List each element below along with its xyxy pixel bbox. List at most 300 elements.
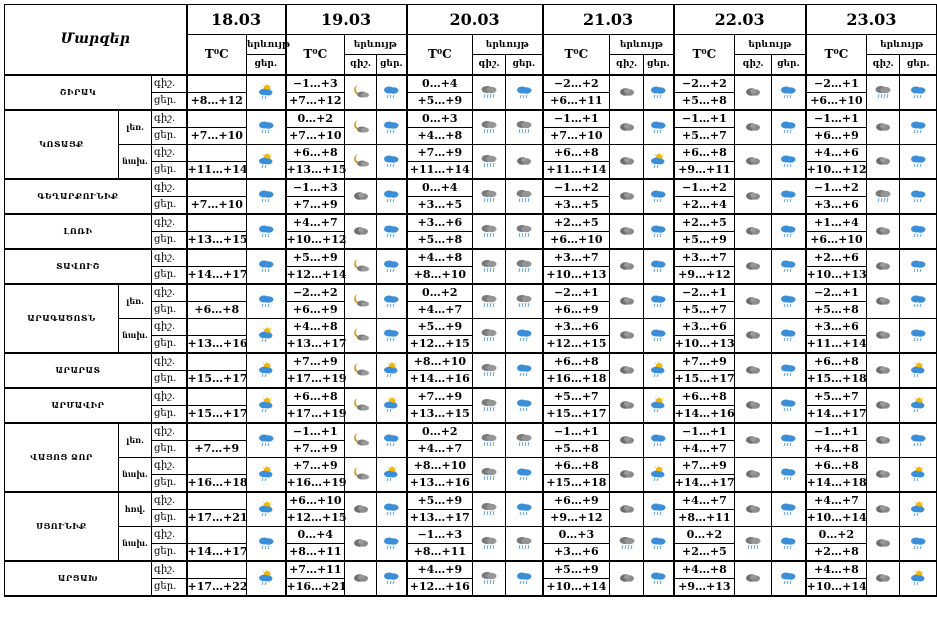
date-header: 18.03	[187, 5, 286, 35]
night-weather-icon-cell	[610, 179, 644, 214]
day-weather-icon-cell	[506, 214, 543, 249]
day-weather-icon-cell	[772, 526, 806, 561]
region-row	[5, 144, 937, 161]
night-temperature: +6…+8	[286, 144, 345, 161]
night-temperature: +6…+8	[286, 388, 345, 406]
night-weather-icon-cell	[867, 75, 900, 110]
night-temperature: +4…+6	[806, 144, 867, 161]
terrain-type: լեռ.	[119, 284, 152, 319]
night-weather-icon-cell	[735, 284, 772, 319]
day-label: ցեր.	[152, 161, 187, 179]
day-label: ցեր.	[152, 578, 187, 596]
night-weather-icon-cell	[735, 423, 772, 458]
weather-icon-cell	[247, 526, 286, 561]
night-weather-icon-cell	[867, 110, 900, 145]
temperature-cell: +16…+18	[187, 474, 247, 492]
temperature-cell: +17…+21	[187, 509, 247, 526]
night-temperature: +7…+9	[674, 353, 735, 371]
day-subheader: ցեր.	[772, 55, 806, 75]
forecast-table-wrapper	[4, 4, 937, 597]
terrain-type: հռվ.	[119, 492, 152, 527]
day-weather-icon-cell	[377, 214, 407, 249]
temperature-cell	[187, 353, 247, 371]
day-temperature: +14…+16	[674, 405, 735, 423]
night-temperature: +4…+9	[407, 561, 473, 579]
night-weather-icon-cell	[345, 526, 377, 561]
night-temperature: +2…+5	[674, 214, 735, 232]
day-temperature: +6…+10	[806, 92, 867, 110]
night-temperature: +4…+8	[806, 561, 867, 579]
day-temperature: +11…+14	[806, 335, 867, 353]
night-weather-icon-cell	[867, 144, 900, 179]
day-label: ցեր.	[152, 196, 187, 214]
night-weather-icon-cell	[735, 526, 772, 561]
night-temperature: 0…+2	[806, 526, 867, 543]
night-weather-icon-cell	[867, 353, 900, 388]
day-temperature: +10…+13	[806, 266, 867, 284]
day-temperature: +14…+18	[806, 474, 867, 492]
day-temperature: +7…+10	[286, 127, 345, 144]
day-weather-icon-cell	[644, 492, 674, 527]
weather-icon-cell	[247, 353, 286, 388]
temperature-cell: +13…+15	[187, 231, 247, 249]
day-weather-icon-cell	[900, 353, 937, 388]
region-row	[5, 110, 937, 128]
region-row	[5, 353, 937, 371]
night-weather-icon-cell	[610, 353, 644, 388]
day-weather-icon-cell	[772, 561, 806, 596]
day-weather-icon-cell	[900, 284, 937, 319]
night-temperature: +5…+7	[543, 388, 610, 406]
region-row	[5, 388, 937, 406]
day-temperature: +5…+8	[806, 301, 867, 318]
night-weather-icon-cell	[473, 492, 506, 527]
temperature-cell: +14…+17	[187, 543, 247, 561]
day-label: ցեր.	[152, 92, 187, 110]
night-temperature: +3…+7	[674, 249, 735, 267]
day-weather-icon-cell	[644, 284, 674, 319]
day-weather-icon-cell	[644, 249, 674, 284]
region-name: ԱՐԱՐԱՏ	[5, 353, 152, 388]
night-weather-icon-cell	[345, 353, 377, 388]
night-temperature: 0…+4	[407, 179, 473, 197]
night-label: գիշ.	[152, 423, 187, 441]
night-subheader: գիշ.	[345, 55, 377, 75]
night-weather-icon-cell	[345, 144, 377, 179]
region-row	[5, 284, 937, 302]
night-temperature: +7…+11	[286, 561, 345, 579]
day-temperature: +14…+17	[674, 474, 735, 492]
day-weather-icon-cell	[644, 110, 674, 145]
night-temperature: +5…+9	[286, 249, 345, 267]
terrain-type: նախ.	[119, 457, 152, 492]
night-weather-icon-cell	[735, 353, 772, 388]
night-temperature: +8…+10	[407, 353, 473, 371]
night-temperature: +4…+7	[806, 492, 867, 510]
day-temperature: +11…+14	[407, 161, 473, 179]
day-temperature: +12…+14	[286, 266, 345, 284]
day-temperature: +10…+12	[286, 231, 345, 249]
night-temperature: 0…+4	[407, 75, 473, 93]
night-weather-icon-cell	[473, 110, 506, 145]
day-weather-icon-cell	[506, 353, 543, 388]
day-temperature: +15…+18	[806, 370, 867, 388]
weather-icon-cell	[247, 75, 286, 110]
night-temperature: +7…+9	[286, 457, 345, 474]
day-temperature: +8…+11	[286, 543, 345, 561]
terrain-type: լեռ.	[119, 423, 152, 458]
night-weather-icon-cell	[473, 75, 506, 110]
night-label: գիշ.	[152, 318, 187, 335]
day-weather-icon-cell	[900, 457, 937, 492]
day-temperature: +13…+15	[407, 405, 473, 423]
night-temperature: −1…+2	[543, 179, 610, 197]
night-weather-icon-cell	[345, 388, 377, 423]
night-temperature: −2…+1	[674, 284, 735, 302]
weather-icon-cell	[247, 561, 286, 596]
day-temperature: +11…+14	[543, 161, 610, 179]
day-weather-icon-cell	[377, 492, 407, 527]
day-temperature: +7…+12	[286, 92, 345, 110]
night-temperature: 0…+2	[674, 526, 735, 543]
day-weather-icon-cell	[506, 318, 543, 353]
day-label: ցեր.	[152, 127, 187, 144]
terrain-type: լեռ.	[119, 110, 152, 145]
weather-icon-cell	[247, 179, 286, 214]
region-row	[5, 492, 937, 510]
day-weather-icon-cell	[644, 318, 674, 353]
night-temperature: −2…+2	[674, 75, 735, 93]
temperature-cell: +8…+12	[187, 92, 247, 110]
night-temperature: +3…+7	[543, 249, 610, 267]
temperature-cell	[187, 423, 247, 441]
night-weather-icon-cell	[610, 561, 644, 596]
temperature-cell: +13…+16	[187, 335, 247, 353]
temp-column-header: T⁰C	[806, 35, 867, 75]
day-label: ցեր.	[152, 266, 187, 284]
night-weather-icon-cell	[867, 561, 900, 596]
region-row	[5, 75, 937, 93]
day-temperature: +4…+7	[674, 440, 735, 457]
day-weather-icon-cell	[900, 144, 937, 179]
day-temperature: +6…+9	[806, 127, 867, 144]
night-weather-icon-cell	[735, 110, 772, 145]
day-temperature: +16…+19	[286, 474, 345, 492]
day-temperature: +6…+9	[286, 301, 345, 318]
day-weather-icon-cell	[772, 423, 806, 458]
night-temperature: +3…+6	[674, 318, 735, 335]
day-temperature: +4…+7	[407, 440, 473, 457]
day-subheader: ցեր.	[377, 55, 407, 75]
temperature-cell	[187, 144, 247, 161]
night-temperature: −1…+3	[286, 179, 345, 197]
night-temperature: +2…+5	[543, 214, 610, 232]
regions-header: Մարզեր	[5, 5, 187, 75]
night-weather-icon-cell	[735, 318, 772, 353]
weather-icon-cell	[247, 284, 286, 319]
temperature-cell	[187, 388, 247, 406]
day-label: ցեր.	[152, 335, 187, 353]
night-temperature: +4…+7	[674, 492, 735, 510]
day-weather-icon-cell	[900, 492, 937, 527]
temperature-cell: +7…+10	[187, 127, 247, 144]
night-temperature: +4…+8	[286, 318, 345, 335]
night-temperature: +3…+6	[543, 318, 610, 335]
phenomenon-column-header: երևույթ	[610, 35, 674, 55]
day-temperature: +16…+18	[543, 370, 610, 388]
day-temperature: +7…+9	[286, 440, 345, 457]
day-temperature: +12…+15	[286, 509, 345, 526]
night-weather-icon-cell	[867, 318, 900, 353]
night-weather-icon-cell	[610, 284, 644, 319]
night-weather-icon-cell	[867, 284, 900, 319]
temperature-cell	[187, 561, 247, 579]
phenomenon-column-header: երևույթ	[247, 35, 286, 55]
night-temperature: −2…+2	[543, 75, 610, 93]
day-temperature: +13…+16	[407, 474, 473, 492]
night-temperature: +6…+8	[806, 457, 867, 474]
day-weather-icon-cell	[506, 110, 543, 145]
day-subheader: ցեր.	[506, 55, 543, 75]
night-temperature: +6…+9	[543, 492, 610, 510]
night-temperature: +3…+6	[407, 214, 473, 232]
day-weather-icon-cell	[506, 75, 543, 110]
night-temperature: 0…+3	[407, 110, 473, 128]
day-weather-icon-cell	[900, 423, 937, 458]
phenomenon-column-header: երևույթ	[735, 35, 806, 55]
night-weather-icon-cell	[345, 249, 377, 284]
temp-column-header: T⁰C	[407, 35, 473, 75]
day-temperature: +16…+21	[286, 578, 345, 596]
region-name: ԳԵՂԱՐՔՈՒՆԻՔ	[5, 179, 152, 214]
day-weather-icon-cell	[377, 249, 407, 284]
night-temperature: +6…+8	[806, 353, 867, 371]
day-temperature: +3…+6	[806, 196, 867, 214]
day-weather-icon-cell	[506, 144, 543, 179]
night-weather-icon-cell	[610, 249, 644, 284]
region-row	[5, 318, 937, 335]
night-weather-icon-cell	[345, 179, 377, 214]
night-weather-icon-cell	[867, 423, 900, 458]
night-temperature: +6…+8	[674, 388, 735, 406]
day-temperature: +5…+8	[674, 92, 735, 110]
night-weather-icon-cell	[345, 561, 377, 596]
temperature-cell: +15…+17	[187, 370, 247, 388]
temperature-cell	[187, 179, 247, 197]
night-temperature: −1…+2	[806, 179, 867, 197]
night-weather-icon-cell	[610, 75, 644, 110]
day-temperature: +13…+17	[286, 335, 345, 353]
day-weather-icon-cell	[772, 75, 806, 110]
day-weather-icon-cell	[506, 179, 543, 214]
night-weather-icon-cell	[610, 457, 644, 492]
night-weather-icon-cell	[345, 492, 377, 527]
region-row	[5, 179, 937, 197]
day-temperature: +12…+15	[407, 335, 473, 353]
day-temperature: +5…+9	[674, 231, 735, 249]
night-weather-icon-cell	[610, 144, 644, 179]
region-name: ԱՐԱԳԱԾՈՏՆ	[5, 284, 119, 353]
day-weather-icon-cell	[772, 457, 806, 492]
day-weather-icon-cell	[506, 284, 543, 319]
day-weather-icon-cell	[772, 214, 806, 249]
night-temperature: −2…+2	[286, 284, 345, 302]
night-temperature: −2…+1	[806, 75, 867, 93]
night-label: գիշ.	[152, 388, 187, 406]
day-temperature: +6…+9	[543, 301, 610, 318]
day-weather-icon-cell	[506, 388, 543, 423]
night-temperature: +4…+8	[407, 249, 473, 267]
night-weather-icon-cell	[345, 318, 377, 353]
temperature-cell: +11…+14	[187, 161, 247, 179]
date-header: 20.03	[407, 5, 543, 35]
night-label: գիշ.	[152, 492, 187, 510]
night-temperature: +7…+9	[407, 144, 473, 161]
night-weather-icon-cell	[735, 179, 772, 214]
night-temperature: −2…+1	[806, 284, 867, 302]
weather-icon-cell	[247, 144, 286, 179]
weather-icon-cell	[247, 457, 286, 492]
temp-column-header: T⁰C	[286, 35, 345, 75]
region-name: ԱՐՄԱՎԻՐ	[5, 388, 152, 423]
night-weather-icon-cell	[610, 318, 644, 353]
night-temperature: 0…+2	[407, 284, 473, 302]
night-temperature: +5…+9	[407, 492, 473, 510]
day-temperature: +3…+6	[543, 543, 610, 561]
night-weather-icon-cell	[867, 388, 900, 423]
night-temperature: −1…+1	[286, 423, 345, 441]
night-label: գիշ.	[152, 214, 187, 232]
day-temperature: +8…+10	[407, 266, 473, 284]
day-weather-icon-cell	[900, 388, 937, 423]
day-temperature: +9…+12	[674, 266, 735, 284]
day-label: ցեր.	[152, 440, 187, 457]
night-temperature: 0…+3	[543, 526, 610, 543]
temperature-cell	[187, 110, 247, 128]
day-label: ցեր.	[152, 474, 187, 492]
day-weather-icon-cell	[644, 388, 674, 423]
day-weather-icon-cell	[506, 249, 543, 284]
day-temperature: +4…+7	[407, 301, 473, 318]
day-weather-icon-cell	[900, 249, 937, 284]
night-temperature: −1…+1	[674, 423, 735, 441]
day-temperature: +6…+10	[543, 231, 610, 249]
temperature-cell: +15…+17	[187, 405, 247, 423]
phenomenon-column-header: երևույթ	[473, 35, 543, 55]
weather-forecast-table	[4, 4, 937, 597]
weather-icon-cell	[247, 492, 286, 527]
night-temperature: +8…+10	[407, 457, 473, 474]
day-weather-icon-cell	[772, 284, 806, 319]
night-weather-icon-cell	[735, 214, 772, 249]
day-weather-icon-cell	[506, 561, 543, 596]
day-temperature: +13…+17	[407, 509, 473, 526]
night-weather-icon-cell	[473, 457, 506, 492]
day-temperature: +10…+14	[806, 509, 867, 526]
day-weather-icon-cell	[644, 561, 674, 596]
day-weather-icon-cell	[644, 423, 674, 458]
night-temperature: −1…+1	[806, 423, 867, 441]
night-weather-icon-cell	[473, 423, 506, 458]
day-temperature: +10…+14	[543, 578, 610, 596]
weather-icon-cell	[247, 214, 286, 249]
day-weather-icon-cell	[377, 179, 407, 214]
region-row	[5, 249, 937, 267]
night-weather-icon-cell	[473, 388, 506, 423]
night-weather-icon-cell	[473, 353, 506, 388]
night-weather-icon-cell	[735, 388, 772, 423]
weather-icon-cell	[247, 318, 286, 353]
night-subheader: գիշ.	[473, 55, 506, 75]
weather-icon-cell	[247, 423, 286, 458]
day-temperature: +2…+5	[674, 543, 735, 561]
phenomenon-column-header: երևույթ	[867, 35, 937, 55]
temperature-cell: +17…+22	[187, 578, 247, 596]
region-row	[5, 214, 937, 232]
day-temperature: +12…+16	[407, 578, 473, 596]
temperature-cell	[187, 249, 247, 267]
region-row	[5, 457, 937, 474]
day-weather-icon-cell	[377, 457, 407, 492]
day-weather-icon-cell	[900, 561, 937, 596]
day-weather-icon-cell	[772, 492, 806, 527]
day-temperature: +12…+15	[543, 335, 610, 353]
night-temperature: +6…+10	[286, 492, 345, 510]
day-weather-icon-cell	[644, 75, 674, 110]
day-weather-icon-cell	[377, 110, 407, 145]
day-weather-icon-cell	[644, 457, 674, 492]
day-temperature: +6…+10	[806, 231, 867, 249]
day-temperature: +10…+14	[806, 578, 867, 596]
night-label: գիշ.	[152, 179, 187, 197]
day-temperature: +8…+11	[674, 509, 735, 526]
day-temperature: +9…+11	[674, 161, 735, 179]
day-weather-icon-cell	[644, 214, 674, 249]
night-weather-icon-cell	[610, 214, 644, 249]
region-name: ԼՈՌԻ	[5, 214, 152, 249]
day-temperature: +13…+15	[286, 161, 345, 179]
night-weather-icon-cell	[735, 561, 772, 596]
night-weather-icon-cell	[345, 110, 377, 145]
night-temperature: +6…+8	[674, 144, 735, 161]
day-weather-icon-cell	[644, 179, 674, 214]
day-weather-icon-cell	[772, 249, 806, 284]
weather-icon-cell	[247, 249, 286, 284]
night-subheader: գիշ.	[610, 55, 644, 75]
day-weather-icon-cell	[506, 457, 543, 492]
night-weather-icon-cell	[473, 284, 506, 319]
night-temperature: −1…+3	[286, 75, 345, 93]
night-temperature: −2…+1	[543, 284, 610, 302]
day-temperature: +10…+13	[543, 266, 610, 284]
day-temperature: +8…+11	[407, 543, 473, 561]
temp-column-header: T⁰C	[187, 35, 247, 75]
day-weather-icon-cell	[377, 353, 407, 388]
day-weather-icon-cell	[900, 179, 937, 214]
night-weather-icon-cell	[867, 526, 900, 561]
temperature-cell: +7…+10	[187, 196, 247, 214]
day-weather-icon-cell	[377, 561, 407, 596]
night-weather-icon-cell	[345, 214, 377, 249]
day-weather-icon-cell	[377, 318, 407, 353]
day-label: ցեր.	[152, 301, 187, 318]
terrain-type: նախ.	[119, 318, 152, 353]
temperature-cell: +6…+8	[187, 301, 247, 318]
day-weather-icon-cell	[377, 388, 407, 423]
night-label: գիշ.	[152, 353, 187, 371]
temperature-cell	[187, 75, 247, 93]
day-temperature: +4…+8	[407, 127, 473, 144]
